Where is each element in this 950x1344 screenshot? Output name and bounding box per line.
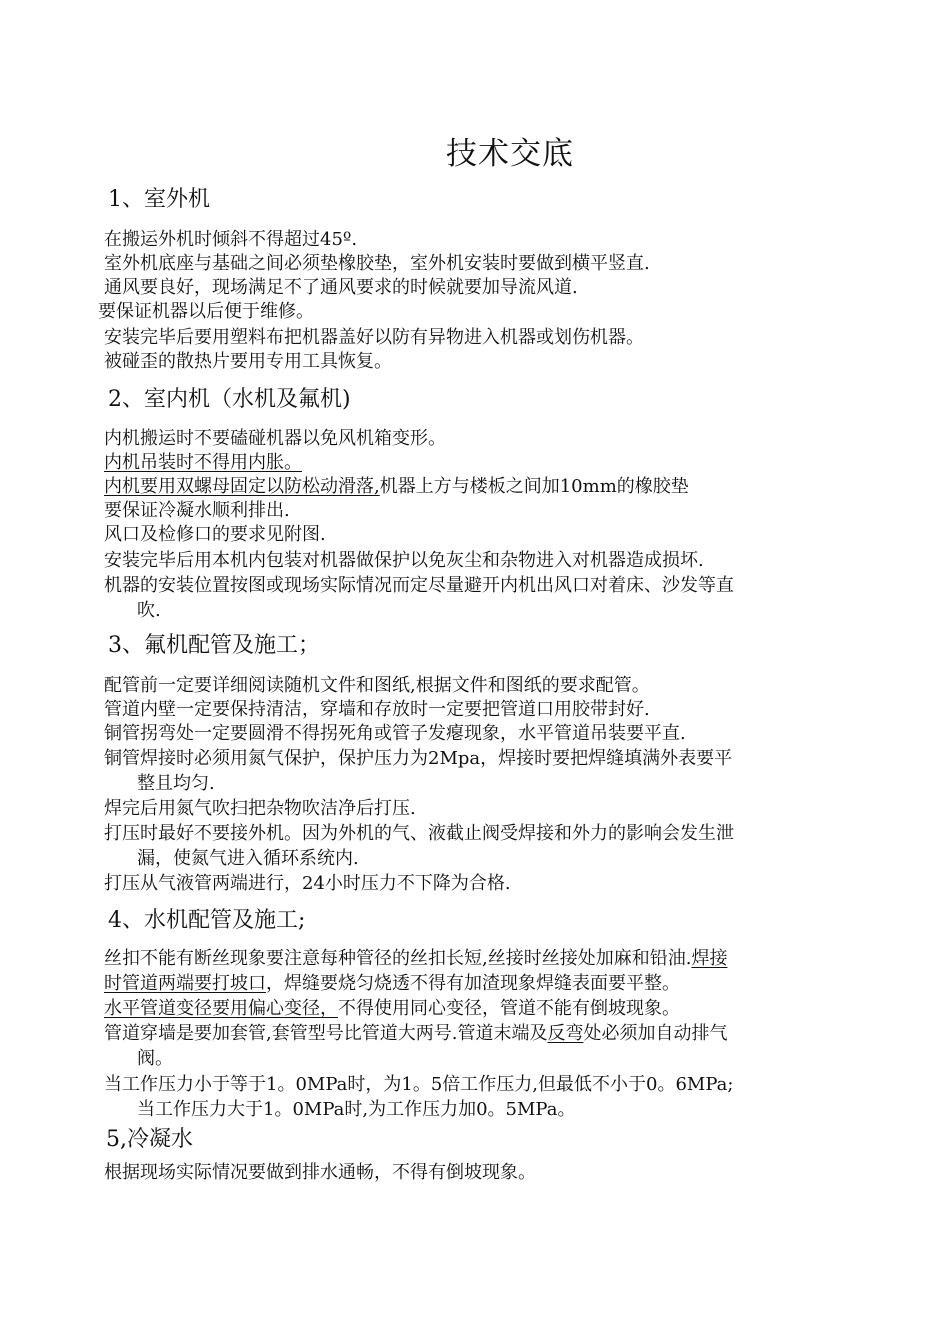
underlined-text: 内机吊装时不得用内胀。: [104, 452, 302, 473]
underlined-text: 水平管道变径要用偏心变径，: [104, 998, 338, 1019]
paragraph: 要保证冷凝水顺利排出.: [104, 500, 290, 521]
section-heading-freon-piping: 3、氟机配管及施工；: [108, 633, 320, 658]
paragraph-continuation: 吹.: [137, 600, 161, 621]
underlined-text: 焊接: [691, 948, 728, 969]
paragraph: 打压时最好不要接外机。因为外机的气、液截止阀受焊接和外力的影响会发生泄: [104, 823, 734, 844]
paragraph: 被碰歪的散热片要用专用工具恢复。: [104, 351, 392, 372]
underlined-text: 内机要用双螺母固定以防松动滑落,: [104, 476, 380, 497]
paragraph: 室外机底座与基础之间必须垫橡胶垫，室外机安装时要做到横平竖直.: [104, 253, 650, 274]
paragraph: 内机搬运时不要磕碰机器以免风机箱变形。: [104, 428, 446, 449]
text-run: 丝扣不能有断丝现象要注意每种管径的丝扣长短,丝接时丝接处加麻和铅油.: [104, 948, 692, 969]
paragraph: [104, 996, 680, 1021]
paragraph: 在搬运外机时倾斜不得超过45º.: [104, 229, 358, 250]
paragraph: [104, 474, 689, 499]
paragraph: 风口及检修口的要求见附图.: [104, 524, 326, 545]
paragraph-continuation: 阀。: [137, 1048, 173, 1069]
paragraph-continuation: 整且均匀.: [137, 773, 215, 794]
paragraph: [104, 450, 302, 475]
underlined-text: 反弯: [547, 1023, 584, 1044]
document-title: 技术交底: [446, 136, 574, 172]
paragraph: 当工作压力小于等于1。0MPa时，为1。5倍工作压力,但最低不小于0。6MPa;: [104, 1074, 734, 1095]
text-run: 处必须加自动排气: [583, 1023, 728, 1044]
paragraph: 安装完毕后用本机内包装对机器做保护以免灰尘和杂物进入对机器造成损坏.: [104, 550, 704, 571]
section-heading-indoor-unit: 2、室内机（水机及氟机): [108, 387, 351, 412]
paragraph: 通风要良好，现场满足不了通风要求的时候就要加导流风道.: [104, 277, 578, 298]
paragraph: 铜管焊接时必须用氮气保护，保护压力为2Mpa，焊接时要把焊缝填满外表要平: [104, 748, 733, 769]
text-run: 管道穿墙是要加套管,套管型号比管道大两号.管道末端及: [104, 1023, 548, 1044]
underlined-text: 时管道两端要打坡口: [104, 973, 266, 994]
paragraph: 根据现场实际情况要做到排水通畅，不得有倒坡现象。: [104, 1162, 536, 1183]
section-heading-condensate: 5,冷凝水: [106, 1127, 193, 1152]
paragraph: [104, 1021, 727, 1046]
paragraph: 铜管拐弯处一定要圆滑不得拐死角或管子发瘪现象，水平管道吊装要平直.: [104, 723, 686, 744]
paragraph: 管道内壁一定要保持清洁，穿墙和存放时一定要把管道口用胶带封好.: [104, 699, 650, 720]
text-run: 机器上方与楼板之间加10mm的橡胶垫: [379, 476, 689, 497]
paragraph: 要保证机器以后便于维修。: [98, 301, 314, 322]
section-heading-outdoor-unit: 1、室外机: [108, 187, 210, 212]
paragraph-continuation: 漏，使氮气进入循环系统内.: [137, 848, 359, 869]
text-run: ，焊缝要烧匀烧透不得有加渣现象焊缝表面要平整。: [266, 973, 680, 994]
paragraph: 机器的安装位置按图或现场实际情况而定尽量避开内机出风口对着床、沙发等直: [104, 575, 734, 596]
paragraph: 焊完后用氮气吹扫把杂物吹洁净后打压.: [104, 798, 416, 819]
paragraph-continuation: 当工作压力大于1。0MPa时,为工作压力加0。5MPa。: [137, 1099, 576, 1120]
paragraph: [104, 946, 727, 971]
paragraph: 打压从气液管两端进行，24小时压力不下降为合格.: [104, 873, 511, 894]
paragraph: [104, 971, 680, 996]
paragraph: 安装完毕后要用塑料布把机器盖好以防有异物进入机器或划伤机器。: [104, 327, 644, 348]
section-heading-water-piping: 4、水机配管及施工;: [108, 908, 306, 933]
paragraph: 配管前一定要详细阅读随机文件和图纸,根据文件和图纸的要求配管。: [104, 675, 650, 696]
text-run: 不得使用同心变径，管道不能有倒坡现象。: [338, 998, 680, 1019]
